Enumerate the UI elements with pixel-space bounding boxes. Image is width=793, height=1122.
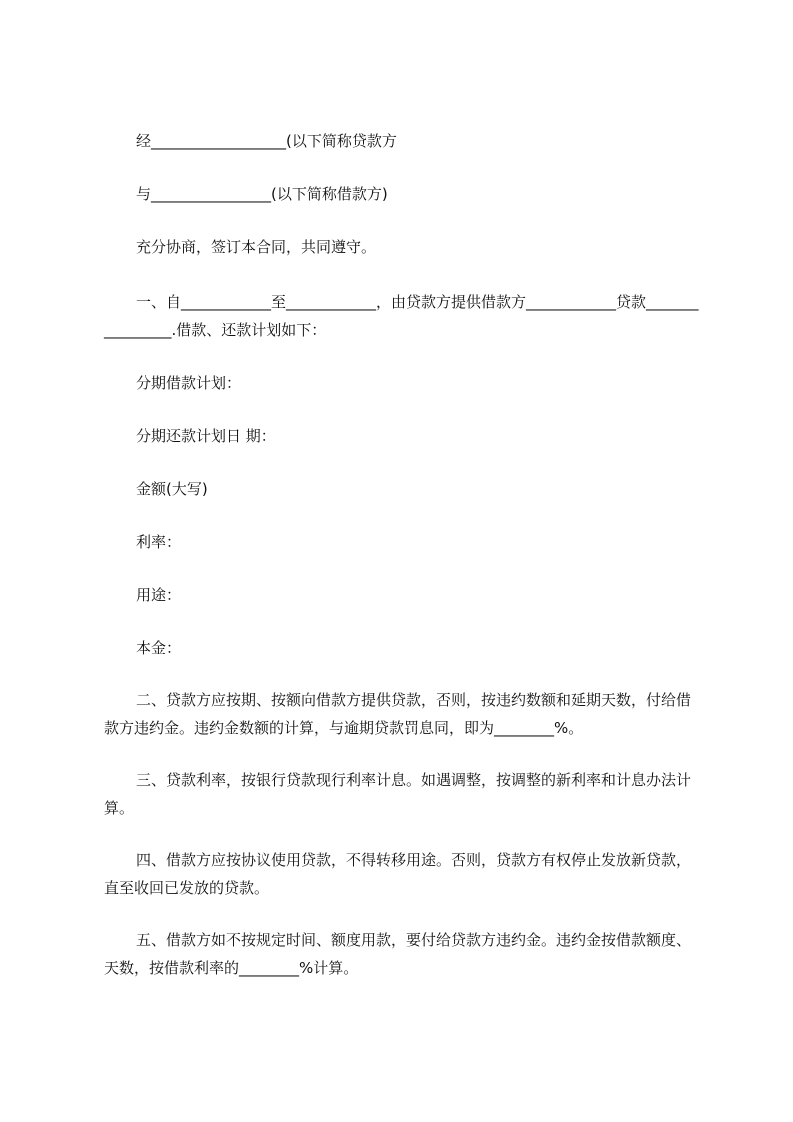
- clause-1: 一、自____________至____________，由贷款方提供借款方____________贷款________________.借款、还款计划如下：: [104, 293, 699, 339]
- borrower-line: [136, 182, 388, 206]
- usage-label: 用途：: [136, 586, 182, 604]
- agreement-line: 充分协商，签订本合同，共同遵守。: [136, 238, 377, 256]
- lender-prefix: 经: [136, 132, 152, 150]
- rate-label: 利率：: [136, 533, 182, 551]
- borrower-suffix: (以下简称借款方): [271, 185, 388, 203]
- plan-repay: 分期还款计划日 期：: [136, 427, 276, 445]
- borrower-prefix: 与: [136, 185, 152, 203]
- principal-label: 本金：: [136, 639, 182, 657]
- clause-2: 二、贷款方应按期、按额向借款方提供贷款，否则，按违约数额和延期天数，付给借款方违约金。违约金数额的计算，与逾期贷款罚息同，即为________%。: [104, 691, 692, 737]
- clause-4: 四、借款方应按协议使用贷款，不得转移用途。否则，贷款方有权停止发放新贷款，直至收回已发放的贷款。: [104, 851, 692, 897]
- lender-blank: __________________: [151, 132, 287, 150]
- plan-borrow: 分期借款计划：: [136, 374, 242, 392]
- clause-5: 五、借款方如不按规定时间、额度用款，要付给贷款方违约金。违约金按借款额度、天数，按借款利率的________%计算。: [104, 931, 692, 977]
- borrower-blank: ________________: [151, 185, 272, 203]
- clause-3: 三、贷款利率，按银行贷款现行利率计息。如遇调整，按调整的新利率和计息办法计算。: [104, 771, 692, 817]
- amount-label: 金额(大写): [136, 480, 208, 498]
- lender-line: [136, 129, 397, 153]
- lender-suffix: (以下简称贷款方: [286, 132, 397, 150]
